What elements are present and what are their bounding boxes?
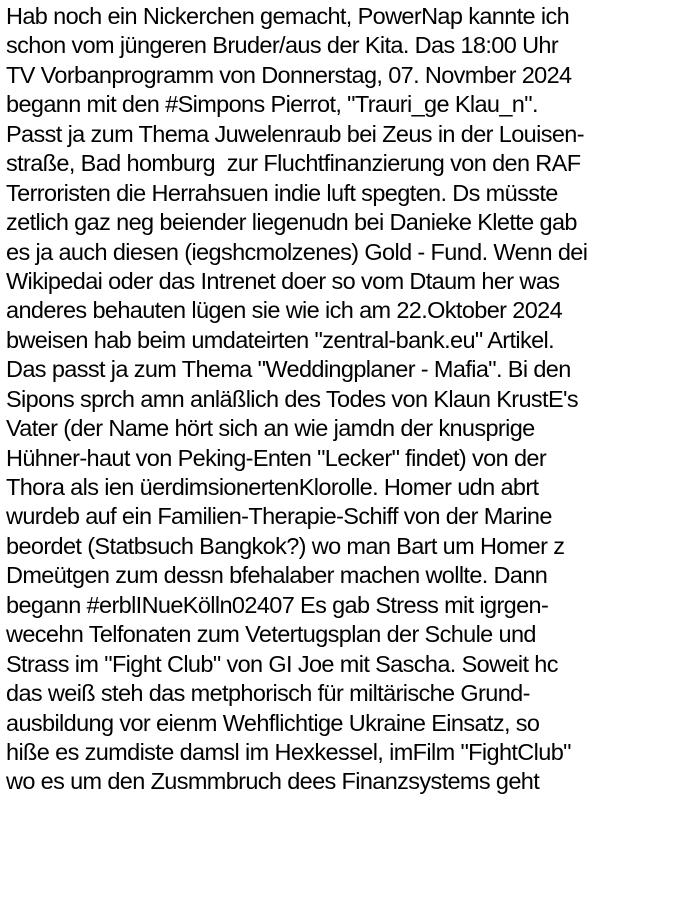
text-line: anderes behauten lügen sie wie ich am 22.Oktober 2024 <box>6 297 563 324</box>
text-line: bweisen hab beim umdateirten "zentral-bank.eu" Artikel. <box>6 326 555 353</box>
text-line: Das passt ja zum Thema "Weddingplaner - Mafia". Bi den <box>6 356 571 383</box>
text-line: begann #erblINueKölln02407 Es gab Stress mit igrgen- <box>6 591 549 618</box>
text-line: es ja auch diesen (iegshcmolzenes) Gold - Fund. Wenn dei <box>6 238 588 265</box>
text-line: das weiß steh das metphorisch für miltärische Grund- <box>6 680 530 707</box>
text-line: Hab noch ein Nickerchen gemacht, PowerNap kannte ich <box>6 3 570 29</box>
text-line: beordet (Statbsuch Bangkok?) wo man Bart um Homer z <box>6 532 565 559</box>
text-line: wurdeb auf ein Familien-Therapie-Schiff von der Marine <box>6 503 552 530</box>
text-line: TV Vorbanprogramm von Donnerstag, 07. Novmber 2024 <box>6 61 572 88</box>
text-line: hiße es zumdiste damsl im Hexkessel, imFilm "FightClub" <box>6 738 571 765</box>
text-line: Wikipedai oder das Intrenet doer so vom Dtaum her was <box>6 267 560 294</box>
text-line: ausbildung vor eienm Wehflichtige Ukraine Einsatz, so <box>6 709 540 736</box>
text-line: Sipons sprch amn anläßlich des Todes von Klaun KrustE's <box>6 385 578 412</box>
text-line: Strass im "Fight Club" von GI Joe mit Sascha. Soweit hc <box>6 650 558 677</box>
text-line: begann mit den #Simpons Pierrot, "Trauri_ge Klau_n". <box>6 91 538 118</box>
text-line: Thora als ien üerdimsionertenKlorolle. Homer udn abrt <box>6 474 539 500</box>
text-line: zetlich gaz neg beiender liegenudn bei Danieke Klette gab <box>6 209 577 236</box>
text-line: Terroristen die Herrahsuen indie luft spegten. Ds müsste <box>6 179 558 206</box>
text-line: Passt ja zum Thema Juwelenraub bei Zeus in der Louisen- <box>6 120 584 147</box>
text-line: wo es um den Zusmmbruch dees Finanzsystems geht <box>6 768 540 795</box>
text-line: Dmeütgen zum dessn bfehalaber machen wollte. Dann <box>6 562 548 589</box>
text-line: straße, Bad homburg zur Fluchtfinanzierung von den RAF <box>6 150 581 177</box>
text-line: schon vom jüngeren Bruder/aus der Kita. Das 18:00 Uhr <box>6 32 559 59</box>
text-line: Hühner-haut von Peking-Enten "Lecker" findet) von der <box>6 444 547 471</box>
text-line: Vater (der Name hört sich an wie jamdn der knusprige <box>6 415 535 442</box>
text-line: wecehn Telfonaten zum Vetertugsplan der Schule und <box>6 621 536 648</box>
body-text <box>6 2 684 797</box>
